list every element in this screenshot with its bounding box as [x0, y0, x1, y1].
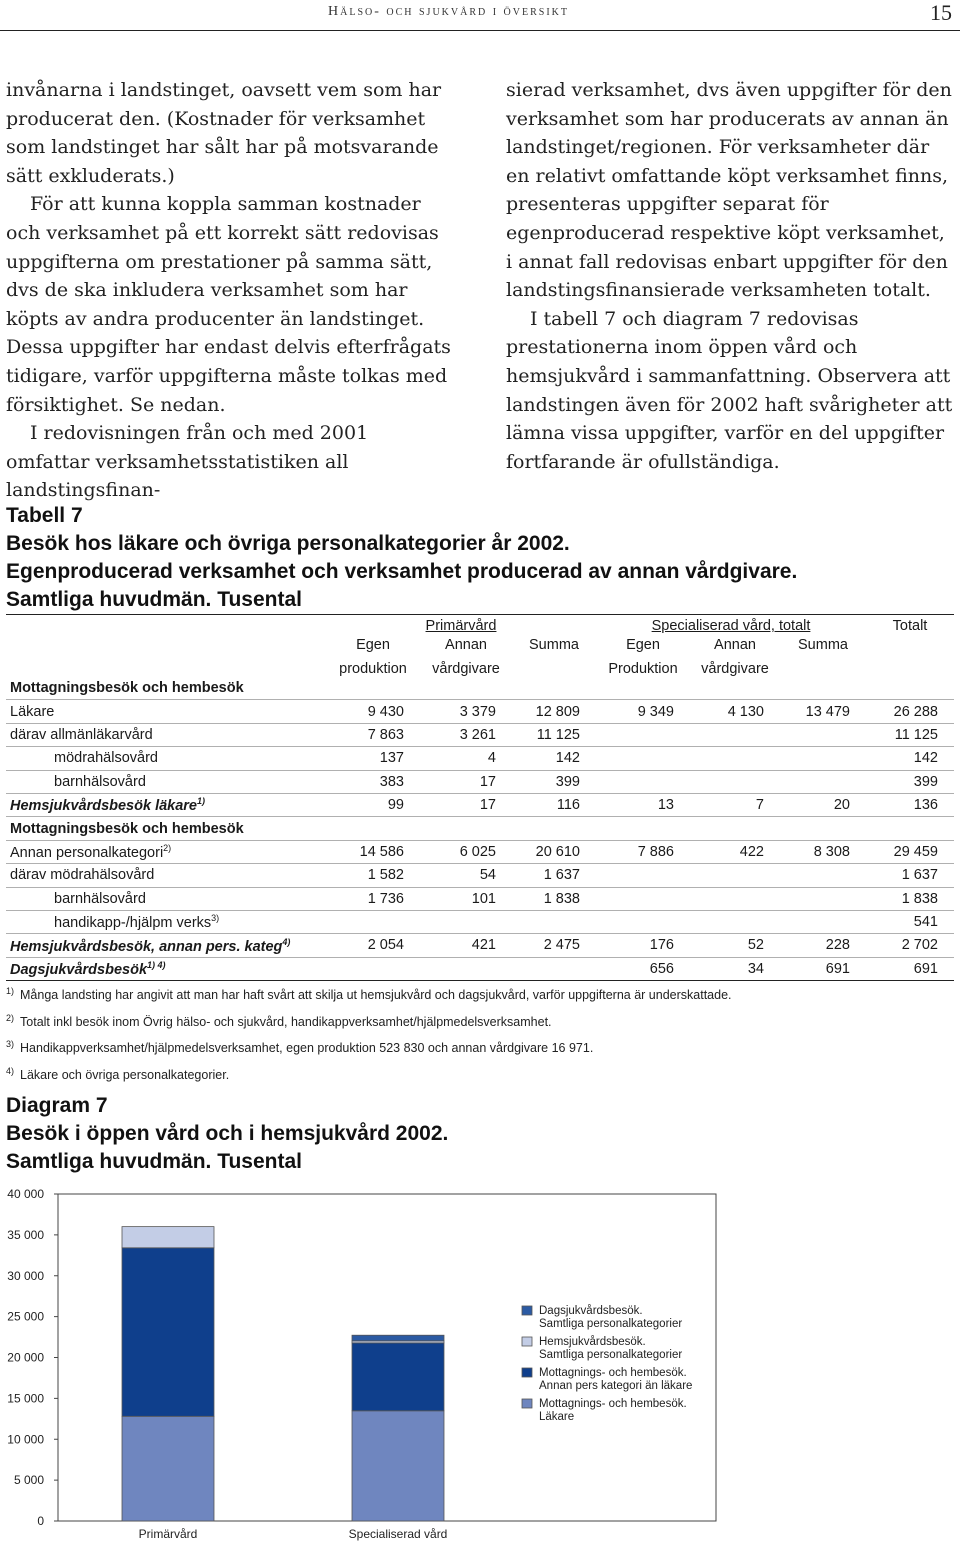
table-cell: 9 349 [596, 700, 690, 723]
row-label-text: Dagsjukvårdsbesök [10, 961, 148, 978]
body-paragraph: sierad verksamhet, dvs även uppgifter för den verksamhet som har producerats av annan än landstinget/regionen. För verksamheter där en relativt omfattande köpt verksamhet finns, presenteras uppgifter separat för egenproducerad respektive köpt verksamhet, i annat fall redovisas enbart uppgifter för den landstingsfinansierade verksamheten totalt. [506, 79, 952, 302]
legend-label: Läkare [539, 1411, 575, 1423]
body-paragraph: För att kunna koppla samman kostnader och verksamhet på ett korrekt sätt redovisas uppgifterna om prestationer på samma sätt, dvs de ska inkludera verksamhet som har köpts av andra producenter än landstinget. Dessa uppgifter har endast delvis efterfrågats tidigare, varför uppgifterna måste tolkas med försiktighet. Se nedan. [6, 193, 451, 416]
table-row [6, 677, 954, 700]
table-cell [690, 910, 780, 933]
bar-segment [122, 1248, 214, 1416]
table-row [6, 793, 954, 816]
footnote-text: Många landsting har angivit att man har haft svårt att skilja ut hemsjukvård och dagsjukvård, varför uppgifterna är underskattade. [20, 988, 732, 1003]
table-cell: 20 [780, 793, 866, 816]
row-label-text: barnhälsovård [54, 890, 146, 907]
x-tick-label: Specialiserad vård [348, 1527, 448, 1541]
legend-label: Mottagnings- och hembesök. [539, 1398, 687, 1410]
table-cell [780, 747, 866, 770]
table-cell [596, 770, 690, 793]
table-cell: 17 [420, 793, 512, 816]
row-label [6, 723, 326, 746]
table-group-header [6, 615, 954, 634]
table-cell: 1 838 [512, 887, 596, 910]
table-body [6, 677, 954, 981]
table-caption-line: Tabell 7 [6, 504, 83, 527]
table-caption-line: Samtliga huvudmän. Tusental [6, 588, 302, 611]
row-label-text: Hemsjukvårdsbesök läkare [10, 798, 197, 815]
table-cell: 541 [866, 910, 954, 933]
table-cell: 13 [596, 793, 690, 816]
table-cell [596, 723, 690, 746]
body-column-left [6, 76, 456, 505]
table-cell: 422 [690, 840, 780, 863]
table-cell: 1 582 [326, 864, 420, 887]
table-cell: 691 [866, 957, 954, 980]
running-title: Hälso- och sjukvård i översikt [328, 4, 570, 19]
legend-swatch [522, 1368, 532, 1377]
row-label-text: Mottagningsbesök och hembesök [10, 680, 244, 697]
table-cell: 137 [326, 747, 420, 770]
row-label-text: Mottagningsbesök och hembesök [10, 820, 244, 837]
table-cell [780, 910, 866, 933]
body-column-right [506, 76, 956, 476]
table-row [6, 747, 954, 770]
legend-label: Samtliga personalkategorier [539, 1349, 683, 1361]
table-cell [326, 910, 420, 933]
table-cell [596, 747, 690, 770]
table-cell: 20 610 [512, 840, 596, 863]
row-label-text: Läkare [10, 703, 55, 720]
column-header: Annan [714, 637, 756, 653]
y-tick-label: 15 000 [7, 1391, 44, 1406]
bar-segment [352, 1411, 444, 1521]
footnote-ref: 1) [197, 796, 206, 807]
y-tick-label: 40 000 [7, 1187, 44, 1201]
table-cell: 399 [866, 770, 954, 793]
row-label [6, 864, 326, 887]
table-cell: 8 308 [780, 840, 866, 863]
group-primarvard: Primärvård [425, 618, 497, 634]
table-cell: 29 459 [866, 840, 954, 863]
bar-segment [122, 1416, 214, 1521]
table-cell: 52 [690, 934, 780, 957]
table-cell [780, 770, 866, 793]
table-cell: 101 [420, 887, 512, 910]
table-cell [512, 957, 596, 980]
table-cell: 1 736 [326, 887, 420, 910]
column-header: Egen [356, 637, 390, 653]
table-cell: 34 [690, 957, 780, 980]
table-cell: 383 [326, 770, 420, 793]
row-label-text: därav allmänläkarvård [10, 726, 153, 743]
table-cell: 4 130 [690, 700, 780, 723]
stacked-bar-chart [0, 1186, 720, 1552]
table-row [6, 957, 954, 980]
y-tick-label: 30 000 [7, 1268, 44, 1283]
data-table [6, 614, 954, 981]
footnote-text: Handikappverksamhet/hjälpmedelsverksamhet, egen produktion 523 830 och annan vårdgivare 16 971. [20, 1041, 594, 1056]
footnote-ref: 1) 4) [147, 959, 166, 970]
table-cell: 99 [326, 793, 420, 816]
table-cell [780, 887, 866, 910]
table-cell [420, 957, 512, 980]
table-cell: 1 637 [512, 864, 596, 887]
row-label [6, 817, 954, 840]
table-cell: 12 809 [512, 700, 596, 723]
legend-label: Hemsjukvårdsbesök. [539, 1336, 646, 1348]
table-caption [6, 502, 936, 614]
footnote [6, 1033, 936, 1060]
body-paragraph: I redovisningen från och med 2001 omfattar verksamhetsstatistiken all landstingsfinan- [6, 422, 369, 502]
table-cell [596, 887, 690, 910]
table-subheader-2 [6, 653, 954, 677]
column-header: Annan [445, 637, 487, 653]
table-cell [690, 723, 780, 746]
row-label [6, 770, 326, 793]
table-row [6, 723, 954, 746]
table-caption-line: Egenproducerad verksamhet och verksamhet producerad av annan vårdgivare. [6, 560, 798, 583]
page-number: 15 [930, 0, 952, 25]
table-cell: 6 025 [420, 840, 512, 863]
legend-swatch [522, 1306, 532, 1315]
table-cell [420, 910, 512, 933]
footnote [6, 1060, 936, 1087]
table-cell: 1 838 [866, 887, 954, 910]
y-tick-label: 25 000 [7, 1309, 44, 1324]
table-cell: 11 125 [866, 723, 954, 746]
table-cell: 421 [420, 934, 512, 957]
table-cell [596, 910, 690, 933]
table-cell: 228 [780, 934, 866, 957]
y-tick-label: 10 000 [7, 1432, 44, 1447]
table-cell: 14 586 [326, 840, 420, 863]
page-header [0, 0, 960, 31]
row-label-text: mödrahälsovård [54, 750, 158, 767]
footnote-text: Läkare och övriga personalkategorier. [20, 1068, 230, 1083]
footnote [6, 980, 936, 1007]
legend-label: Mottagnings- och hembesök. [539, 1367, 687, 1379]
table-cell [596, 864, 690, 887]
footnote-text: Totalt inkl besök inom Övrig hälso- och sjukvård, handikappverksamhet/hjälpmedelsverksamhet. [20, 1014, 552, 1029]
row-label [6, 910, 326, 933]
table-cell: 13 479 [780, 700, 866, 723]
bar-segment [352, 1335, 444, 1341]
column-header: vårdgivare [432, 661, 500, 677]
footnote-ref: 3) [211, 913, 220, 924]
bar-segment [122, 1227, 214, 1248]
footnote-mark: 1) [6, 986, 15, 996]
column-header: Produktion [608, 661, 678, 677]
legend-label: Dagsjukvårdsbesök. [539, 1305, 643, 1317]
legend-label: Annan pers kategori än läkare [539, 1380, 693, 1392]
chart-caption [6, 1092, 706, 1176]
chart-caption-line: Besök i öppen vård och i hemsjukvård 2002. [6, 1122, 449, 1145]
table-footnotes [6, 980, 936, 1087]
table-cell: 3 261 [420, 723, 512, 746]
table-row [6, 864, 954, 887]
table-row [6, 840, 954, 863]
table-subheader-1 [6, 634, 954, 653]
legend-swatch [522, 1337, 532, 1346]
table-row [6, 817, 954, 840]
footnote-mark: 4) [6, 1065, 15, 1076]
table-cell: 7 863 [326, 723, 420, 746]
table-cell: 7 886 [596, 840, 690, 863]
column-header: Egen [626, 637, 660, 653]
y-tick-label: 20 000 [7, 1350, 44, 1365]
chart-caption-line: Samtliga huvudmän. Tusental [6, 1150, 302, 1173]
row-label-text: barnhälsovård [54, 773, 146, 790]
table-cell: 656 [596, 957, 690, 980]
y-tick-label: 0 [37, 1514, 44, 1528]
row-label-text: Annan personalkategori [10, 844, 164, 861]
row-label [6, 887, 326, 910]
table-cell: 2 475 [512, 934, 596, 957]
row-label [6, 934, 326, 957]
table-cell: 136 [866, 793, 954, 816]
table-cell [690, 887, 780, 910]
row-label [6, 793, 326, 816]
table-cell [690, 770, 780, 793]
footnote-mark: 2) [6, 1012, 15, 1023]
body-paragraph: invånarna i landstinget, oavsett vem som har producerat den. (Kostnader för verksamhet som landstinget har sålt har på motsvarande sätt exkluderats.) [6, 79, 442, 187]
table-cell: 142 [512, 747, 596, 770]
table-cell: 116 [512, 793, 596, 816]
table-cell: 26 288 [866, 700, 954, 723]
row-label [6, 747, 326, 770]
table-row [6, 887, 954, 910]
bar-segment [352, 1343, 444, 1411]
y-tick-label: 5 000 [13, 1473, 44, 1488]
table-row [6, 770, 954, 793]
table-cell: 2 702 [866, 934, 954, 957]
table-row [6, 700, 954, 723]
column-header: Summa [529, 637, 579, 653]
chart-caption-line: Diagram 7 [6, 1094, 108, 1117]
table-cell [326, 957, 420, 980]
group-specialiserad: Specialiserad vård, totalt [651, 618, 811, 634]
table-cell: 4 [420, 747, 512, 770]
table-cell [690, 747, 780, 770]
table-cell: 142 [866, 747, 954, 770]
body-paragraph: I tabell 7 och diagram 7 redovisas prestationerna inom öppen vård och hemsjukvård i sammanfattning. Observera att landstingen även för 2002 haft svårigheter att lämna vissa uppgifter, varför en del uppgifter fortfarande är ofullständiga. [506, 307, 953, 473]
table-cell [780, 864, 866, 887]
column-header: Summa [798, 637, 848, 653]
table-cell [512, 910, 596, 933]
footnote-mark: 3) [6, 1039, 15, 1050]
footnote [6, 1007, 936, 1034]
table-row [6, 934, 954, 957]
table-cell: 54 [420, 864, 512, 887]
footnote-ref: 2) [163, 843, 172, 854]
table-cell: 7 [690, 793, 780, 816]
table-caption-line: Besök hos läkare och övriga personalkategorier år 2002. [6, 532, 570, 555]
column-header: produktion [339, 661, 407, 677]
table-cell [690, 864, 780, 887]
row-label-text: handikapp-/hjälpm verks [54, 915, 212, 932]
table-cell: 399 [512, 770, 596, 793]
table-cell: 2 054 [326, 934, 420, 957]
legend-swatch [522, 1399, 532, 1408]
footnote-ref: 4) [282, 936, 291, 947]
row-label-text: Hemsjukvårdsbesök, annan pers. kateg [10, 938, 283, 955]
table-cell: 3 379 [420, 700, 512, 723]
table-cell: 176 [596, 934, 690, 957]
table-cell: 691 [780, 957, 866, 980]
table-cell [780, 723, 866, 746]
table-cell: 17 [420, 770, 512, 793]
row-label [6, 677, 954, 700]
table-cell: 1 637 [866, 864, 954, 887]
row-label [6, 957, 326, 980]
table-cell: 9 430 [326, 700, 420, 723]
row-label [6, 840, 326, 863]
column-header [512, 653, 596, 677]
row-label-text: därav mödrahälsovård [10, 867, 155, 884]
table-cell: 11 125 [512, 723, 596, 746]
x-tick-label: Primärvård [138, 1527, 198, 1541]
table-row [6, 910, 954, 933]
group-totalt: Totalt [892, 618, 928, 634]
row-label [6, 700, 326, 723]
y-tick-label: 35 000 [7, 1227, 44, 1242]
column-header: vårdgivare [701, 661, 769, 677]
legend-label: Samtliga personalkategorier [539, 1318, 683, 1330]
column-header [780, 653, 866, 677]
